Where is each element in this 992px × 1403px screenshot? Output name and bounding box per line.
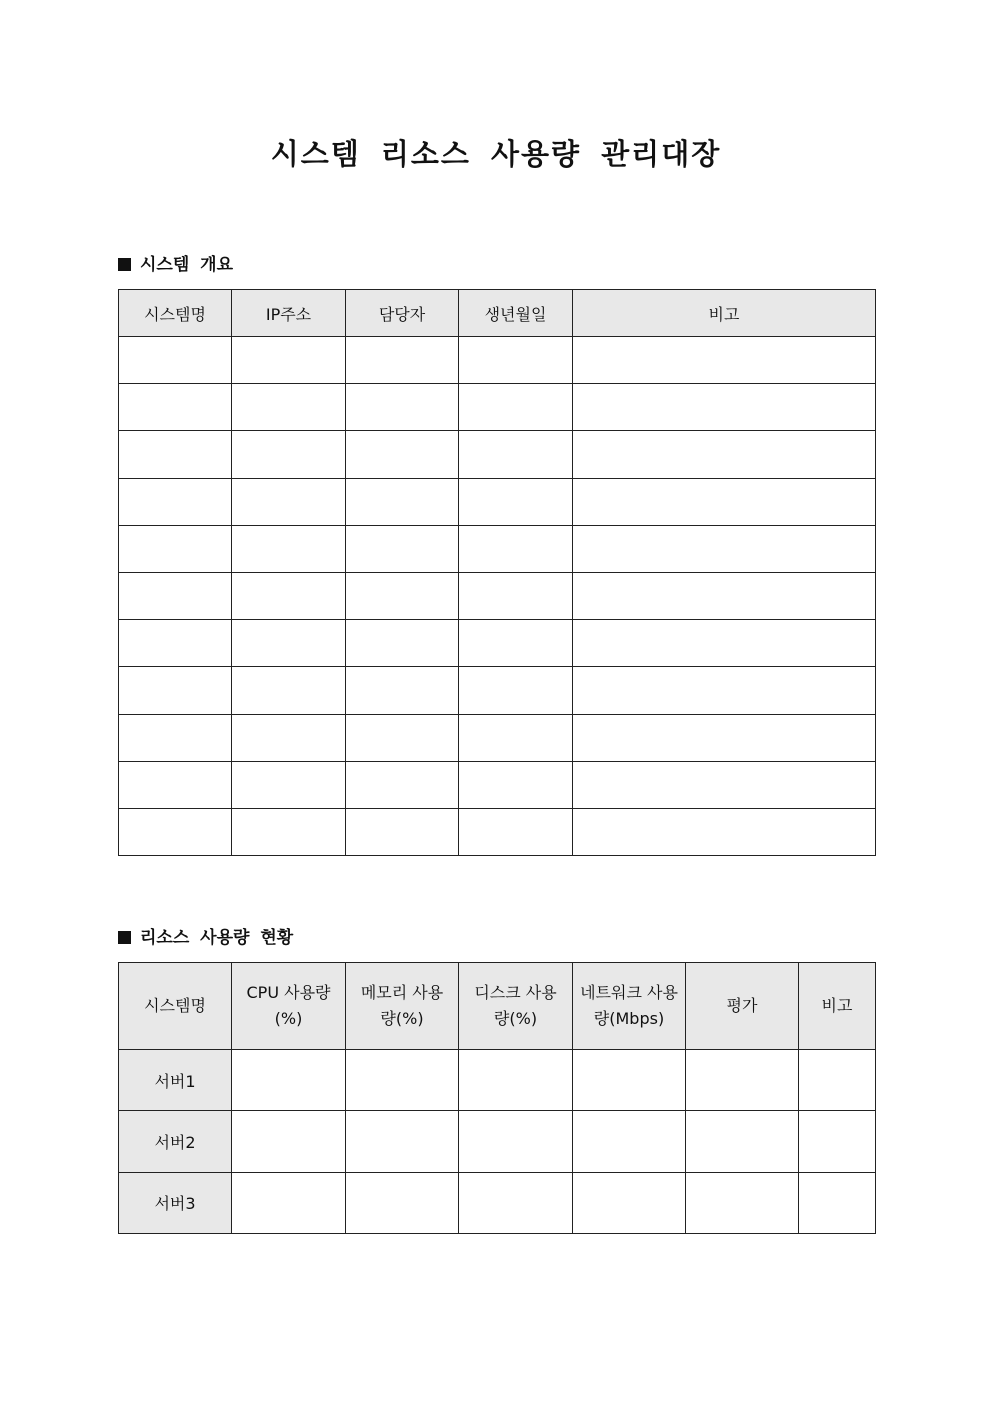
table-cell[interactable] [799, 1111, 876, 1172]
column-header-memory-usage: 메모리 사용량(%) [346, 963, 459, 1050]
row-header-server: 서버1 [119, 1050, 232, 1111]
table-cell[interactable] [459, 808, 573, 855]
table-cell[interactable] [119, 572, 232, 619]
table-cell[interactable] [119, 714, 232, 761]
table-cell[interactable] [459, 761, 573, 808]
column-header-system-name: 시스템명 [119, 963, 232, 1050]
table-cell[interactable] [573, 337, 876, 384]
table-cell[interactable] [119, 667, 232, 714]
table-cell[interactable] [346, 1050, 459, 1111]
table-cell[interactable] [799, 1172, 876, 1233]
table-row [119, 667, 876, 714]
column-header-remarks: 비고 [799, 963, 876, 1050]
table-cell[interactable] [232, 1050, 346, 1111]
table-row [119, 1111, 876, 1172]
table-cell[interactable] [232, 808, 346, 855]
column-header-network-usage: 네트워크 사용량(Mbps) [573, 963, 686, 1050]
table-cell[interactable] [119, 525, 232, 572]
table-row [119, 1050, 876, 1111]
row-header-server: 서버3 [119, 1172, 232, 1233]
table-cell[interactable] [232, 1111, 346, 1172]
table-cell[interactable] [459, 384, 573, 431]
table-cell[interactable] [459, 667, 573, 714]
table-cell[interactable] [573, 572, 876, 619]
table-header-row [119, 290, 876, 337]
table-cell[interactable] [232, 525, 346, 572]
table-row [119, 620, 876, 667]
table-cell[interactable] [232, 572, 346, 619]
table-cell[interactable] [119, 620, 232, 667]
column-header-system-name: 시스템명 [119, 290, 232, 337]
table-cell[interactable] [232, 1172, 346, 1233]
table-row [119, 714, 876, 761]
table-cell[interactable] [119, 431, 232, 478]
table-row [119, 1172, 876, 1233]
section-heading-usage-label: 리소스 사용량 현황 [140, 928, 294, 948]
table-cell[interactable] [573, 620, 876, 667]
column-header-ip-address: IP주소 [232, 290, 346, 337]
table-cell[interactable] [232, 620, 346, 667]
column-header-birthdate: 생년월일 [459, 290, 573, 337]
table-cell[interactable] [346, 761, 459, 808]
table-row [119, 572, 876, 619]
square-bullet-icon [118, 931, 131, 944]
table-cell[interactable] [459, 572, 573, 619]
table-cell[interactable] [232, 714, 346, 761]
table-row [119, 761, 876, 808]
table-row [119, 808, 876, 855]
table-cell[interactable] [232, 431, 346, 478]
table-cell[interactable] [232, 667, 346, 714]
table-row [119, 337, 876, 384]
table-cell[interactable] [346, 337, 459, 384]
table-cell[interactable] [459, 1050, 573, 1111]
table-cell[interactable] [573, 431, 876, 478]
table-cell[interactable] [573, 1050, 686, 1111]
table-cell[interactable] [346, 572, 459, 619]
table-cell[interactable] [459, 714, 573, 761]
table-cell[interactable] [573, 1111, 686, 1172]
table-cell[interactable] [459, 1111, 573, 1172]
resource-usage-table [118, 962, 876, 1234]
table-row [119, 525, 876, 572]
column-header-disk-usage: 디스크 사용량(%) [459, 963, 573, 1050]
table-cell[interactable] [232, 478, 346, 525]
column-header-evaluation: 평가 [686, 963, 799, 1050]
table-cell[interactable] [346, 478, 459, 525]
table-cell[interactable] [573, 761, 876, 808]
table-cell[interactable] [686, 1111, 799, 1172]
table-cell[interactable] [686, 1050, 799, 1111]
table-cell[interactable] [232, 761, 346, 808]
table-cell[interactable] [346, 525, 459, 572]
table-cell[interactable] [346, 1172, 459, 1233]
section-heading-usage [118, 927, 293, 949]
table-cell[interactable] [119, 478, 232, 525]
table-cell[interactable] [459, 478, 573, 525]
column-header-manager: 담당자 [346, 290, 459, 337]
table-cell[interactable] [346, 384, 459, 431]
table-cell[interactable] [573, 1172, 686, 1233]
column-header-remarks: 비고 [573, 290, 876, 337]
section-heading-overview [118, 254, 233, 276]
square-bullet-icon [118, 258, 131, 271]
table-cell[interactable] [346, 431, 459, 478]
table-cell[interactable] [119, 808, 232, 855]
table-cell[interactable] [686, 1172, 799, 1233]
table-cell[interactable] [119, 761, 232, 808]
table-cell[interactable] [573, 525, 876, 572]
table-cell[interactable] [119, 384, 232, 431]
table-cell[interactable] [346, 620, 459, 667]
table-cell[interactable] [459, 620, 573, 667]
table-cell[interactable] [573, 808, 876, 855]
table-row [119, 478, 876, 525]
table-cell[interactable] [232, 384, 346, 431]
table-cell[interactable] [459, 1172, 573, 1233]
table-cell[interactable] [232, 337, 346, 384]
table-cell[interactable] [573, 714, 876, 761]
table-cell[interactable] [119, 337, 232, 384]
table-cell[interactable] [346, 1111, 459, 1172]
table-row [119, 431, 876, 478]
page-title: 시스템 리소스 사용량 관리대장 [270, 137, 722, 171]
table-row [119, 384, 876, 431]
table-cell[interactable] [573, 384, 876, 431]
row-header-server: 서버2 [119, 1111, 232, 1172]
section-heading-overview-label: 시스템 개요 [140, 255, 234, 275]
table-cell[interactable] [459, 337, 573, 384]
table-cell[interactable] [799, 1050, 876, 1111]
table-cell[interactable] [346, 667, 459, 714]
table-cell[interactable] [346, 808, 459, 855]
system-overview-table [118, 289, 876, 856]
table-cell[interactable] [573, 667, 876, 714]
table-cell[interactable] [346, 714, 459, 761]
column-header-cpu-usage: CPU 사용량(%) [232, 963, 346, 1050]
table-header-row [119, 963, 876, 1050]
table-cell[interactable] [459, 431, 573, 478]
table-cell[interactable] [459, 525, 573, 572]
table-cell[interactable] [573, 478, 876, 525]
